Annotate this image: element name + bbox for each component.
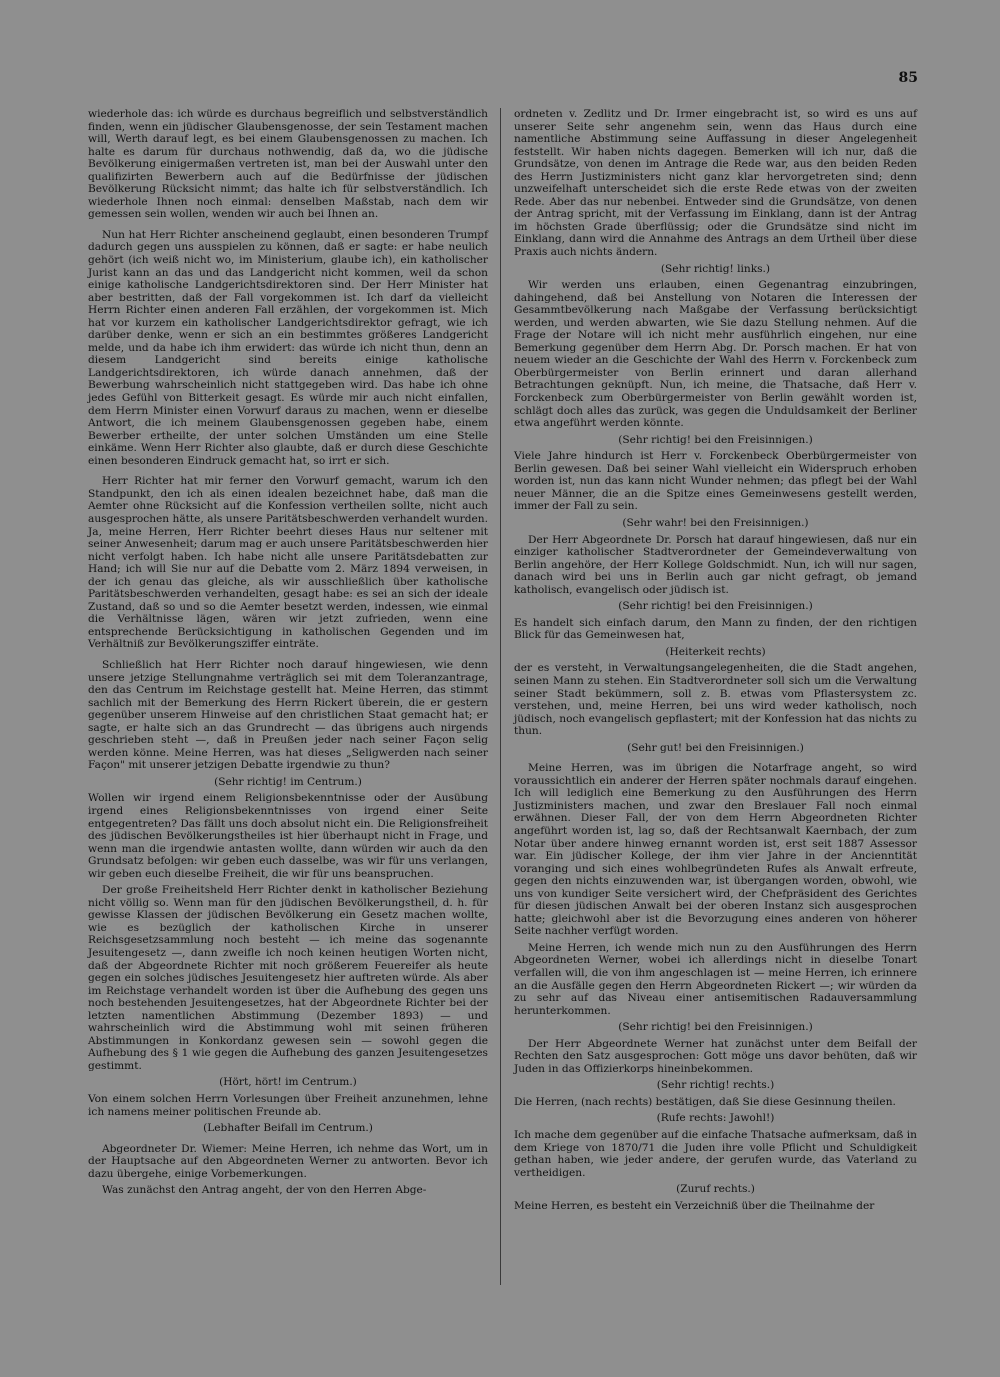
right-interjection: (Zuruf rechts.) — [676, 1183, 755, 1196]
left-interjection: (Sehr richtig! im Centrum.) — [214, 775, 362, 788]
right-interjection: (Sehr richtig! links.) — [660, 262, 771, 275]
right-column — [514, 108, 917, 1216]
right-paragraph: Es handelt sich einfach darum, den Mann zu finden, der den richtigen Blick für das Gemeinwesen hat, — [514, 616, 917, 642]
right-interjection: (Sehr richtig! bei den Freisinnigen.) — [618, 600, 813, 613]
right-paragraph: Ich mache dem gegenüber auf die einfache Thatsache aufmerksam, daß in dem Kriege von 1870/71 die Juden ihre volle Pflicht und Schuldigkeit gethan haben, wie jeder andere, der gerufen wurde, das Vaterland zu vertheidigen. — [514, 1129, 917, 1179]
right-interjection: (Rufe rechts: Jawohl!) — [656, 1112, 775, 1125]
left-paragraph: Abgeordneter Dr. Wiemer: Meine Herren, ich nehme das Wort, um in der Hauptsache auf den Abgeordneten Werner zu antworten. Bevor ich dazu übergehe, einige Vorbemerkungen. — [88, 1142, 488, 1180]
right-interjection: (Sehr richtig! bei den Freisinnigen.) — [618, 1021, 813, 1034]
right-interjection: (Heiterkeit rechts) — [665, 645, 766, 658]
left-paragraph: Der große Freiheitsheld Herr Richter denkt in katholischer Beziehung nicht völlig so. Wenn man für den jüdischen Bevölkerungstheil, d. h. für gewisse Klassen der jüdischen Bevölkerung ein Gesetz machen wollte, wie es bezüglich der katholischen Kirche in unserer Reichsgesetzsammlung noch besteht — ich meine das sogenannte Jesuitengesetz —, dann zweifle ich noch keinen heutigen Worten nicht, daß der Abgeordnete Richter mit noch größerem Feuereifer als heute gegen ein solches jüdisches Jesuitengesetz hier auftreten würde. Als aber im Reichstage verhandelt worden ist über die Aufhebung des gegen uns noch bestehenden Jesuitengesetzes, hat der Abgeordnete Richter bei der letzten namentlichen Abstimmung (Dezember 1893) — und wahrscheinlich wird die Abstimmung wohl mit seinen früheren Abstimmungen in Konkordanz gewesen sein — sowohl gegen die Aufhebung des § 1 wie gegen die Aufhebung des ganzen Jesuitengesetzes gestimmt. — [88, 884, 488, 1072]
right-paragraph: Viele Jahre hindurch ist Herr v. Forckenbeck Oberbürgermeister von Berlin gewesen. Daß bei seiner Wahl vielleicht ein Widerspruch erhoben worden ist, nun das kann nicht Wunder nehmen; das pflegt bei der Wahl neuer Männer, die an die Spitze eines Gemeinwesens gestellt werden, immer der Fall zu sein. — [514, 450, 917, 513]
right-interjection: (Sehr gut! bei den Freisinnigen.) — [627, 741, 804, 754]
left-paragraph: Was zunächst den Antrag angeht, der von den Herren Abge- — [102, 1184, 427, 1197]
left-paragraph: wiederhole das: ich würde es durchaus begreiflich und selbstverständlich finden, wenn ein jüdischer Glaubensgenosse, der sein Testament machen will, Werth darauf legt, es bei einem Glaubensgenossen zu machen. Ich halte es darum für durchaus nothwendig, daß da, wo die jüdische Bevölkerung einigermaßen vertreten ist, man bei der Auswahl unter den qualifizirten Bewerbern auch auf die Bedürfnisse der jüdischen Bevölkerung Rücksicht nimmt; das halte ich für selbstverständlich. Ich wiederhole Ihnen noch einmal: denselben Maßstab, nach dem wir gemessen sein wollen, wenden wir auch bei Ihnen an. — [88, 108, 488, 221]
left-paragraph: Von einem solchen Herrn Vorlesungen über Freiheit anzunehmen, lehne ich namens meiner politischen Freunde ab. — [88, 1093, 488, 1118]
right-interjection: (Sehr richtig! bei den Freisinnigen.) — [618, 433, 813, 446]
left-paragraph: Schließlich hat Herr Richter noch darauf hingewiesen, wie denn unsere jetzige Stellungnahme verträglich sei mit dem Toleranzantrage, den das Centrum im Reichstage gestellt hat. Meine Herren, das stimmt sachlich mit der Bemerkung des Herrn Rickert überein, die er gestern gegenüber unserem Hinweise auf den christlichen Staat gemacht hat; er sagte, er halte sich an das Grundrecht — das übrigens auch nirgends geschrieben steht —, daß in Preußen jeder nach seiner Façon selig werden könne. Meine Herren, was hat dieses „Seligwerden nach seiner Façon" mit unserer jetzigen Debatte irgendwie zu thun? — [88, 658, 488, 772]
left-paragraph: Herr Richter hat mir ferner den Vorwurf gemacht, warum ich den Standpunkt, den ich als einen idealen bezeichnet habe, daß man die Aemter ohne Rücksicht auf die Konfession vertheilen sollte, nicht auch ausgesprochen hätte, als unsere Paritätsbeschwerden verhandelt wurden. Ja, meine Herren, Herr Richter beehrt dieses Haus nur seltener mit seiner Anwesenheit; darum mag er auch unsere Paritätsbeschwerden hier nicht verfolgt haben. Ich habe nicht alle unsere Paritätsdebatten zur Hand; ich will Sie nur auf die Debatte vom 2. März 1894 verweisen, in der ich genau das gleiche, als wir ausschließlich über katholische Paritätsbeschwerden verhandelten, gesagt habe: es sei an sich der ideale Zustand, daß so und so die Aemter besetzt werden, indessen, wie einmal die Verhältnisse lägen, wären wir jetzt zufrieden, wenn eine entsprechende Berücksichtigung in katholischen Gegenden und im Verhältniß zur Bevölkerungsziffer einträte. — [88, 475, 488, 651]
left-paragraph: Nun hat Herr Richter anscheinend geglaubt, einen besonderen Trumpf dadurch gegen uns ausspielen zu können, daß er sagte: er habe neulich gehört (ich weiß nicht wo, im Ministerium, glaube ich), ein katholischer Jurist kann an das und das Landgericht nicht kommen, weil da schon einige katholische Landgerichtsdirektoren sind. Der Herr Minister hat aber bestritten, daß der Fall vorgekommen ist. Ich darf da vielleicht Herrn Richter einen anderen Fall erzählen, der vorgekommen ist. Mich hat vor kurzem ein katholischer Landgerichtsdirektor gefragt, wie ich darüber denke, wenn er sich an ein bestimmtes größeres Landgericht melde, und da habe ich ihm erwidert: das würde ich nicht thun, denn an diesem Landgericht sind bereits einige katholische Landgerichtsdirektoren, ich würde danach annehmen, daß der Bewerbung wahrscheinlich nicht stattgegeben wird. Das habe ich ohne jedes Gefühl von Bitterkeit gesagt. Es würde mir auch nicht einfallen, dem Herrn Minister einen Vorwurf daraus zu machen, wenn er dieselbe Antwort, die ich meinem Glaubensgenossen gegeben habe, einem Bewerber ertheilte, der unter solchen Umständen um eine Stelle einkäme. Wenn Herr Richter also glaubte, daß er durch diese Geschichte einen besonderen Eindruck gemacht hat, so irrt er sich. — [88, 228, 488, 467]
page-number: 85 — [898, 70, 918, 86]
right-interjection: (Sehr wahr! bei den Freisinnigen.) — [622, 516, 809, 529]
right-paragraph: Die Herren, (nach rechts) bestätigen, daß Sie diese Gesinnung theilen. — [514, 1095, 896, 1108]
right-paragraph: ordneten v. Zedlitz und Dr. Irmer eingebracht ist, so wird es uns auf unserer Seite sehr angenehm sein, wenn das Haus durch eine namentliche Abstimmung seine Auffassung in dieser Angelegenheit feststellt. Wir haben nichts dagegen. Bemerken will ich nur, daß die Grundsätze, von denen im Antrage die Rede war, aus den beiden Reden des Herrn Justizministers nicht ganz klar hervorgetreten sind; denn unzweifelhaft unterscheidet sich die erste Rede etwas von der zweiten Rede. Aber das nur nebenbei. Entweder sind die Grundsätze, von denen der Antrag spricht, mit der Verfassung im Einklang, dann ist der Antrag im höchsten Grade überflüssig; oder die Grundsätze sind nicht im Einklang, dann wird die Annahme des Antrags an dem Urtheil über diese Praxis auch nichts ändern. — [514, 108, 917, 259]
left-column — [88, 108, 488, 1201]
right-paragraph: Der Herr Abgeordnete Werner hat zunächst unter dem Beifall der Rechten den Satz ausgesprochen: Gott möge uns davor behüten, daß wir Juden in das Offizierkorps hineinbekommen. — [514, 1037, 917, 1075]
left-interjection: (Hört, hört! im Centrum.) — [219, 1076, 357, 1089]
right-paragraph: der es versteht, in Verwaltungsangelegenheiten, die die Stadt angehen, seinen Mann zu stehen. Ein Stadtverordneter soll sich um die Verwaltung seiner Stadt bekümmern, soll z. B. etwas vom Pflastersystem zc. verstehen, und, meine Herren, bei uns wird weder katholisch, noch jüdisch, noch evangelisch gepflastert; mit der Konfession hat das nichts zu thun. — [514, 662, 917, 738]
left-paragraph: Wollen wir irgend einem Religionsbekenntnisse oder der Ausübung irgend eines Religionsbekenntnisses von irgend einer Seite entgegentreten? Das fällt uns doch absolut nicht ein. Die Religionsfreiheit des jüdischen Bevölkerungstheiles ist hier überhaupt nicht in Frage, und wenn man die irgendwie antasten wollte, dann würden wir auch da den Grundsatz befolgen: wir geben euch dasselbe, was wir für uns verlangen, wir geben euch dieselbe Freiheit, die wir für uns beanspruchen. — [88, 792, 488, 880]
right-paragraph: Meine Herren, was im übrigen die Notarfrage angeht, so wird voraussichtlich ein anderer der Herren später nochmals darauf eingehen. Ich will lediglich eine Bemerkung zu den Ausführungen des Herrn Justizministers machen, und zwar den Breslauer Fall noch einmal erwähnen. Dieser Fall, der von dem Herrn Abgeordneten Richter angeführt worden ist, lag so, daß der Rechtsanwalt Kaernbach, der zum Notar über andere hinweg ernannt worden ist, erst seit 1887 Assessor war. Ein jüdischer Kollege, der ihm vier Jahre in der Ancienntität voranging und sich eines wohlbegründeten Rufes als Anwalt erfreute, gegen den nichts einzuwenden war, ist übergangen worden, obwohl, wie uns von kundiger Seite versichert wird, der Chefpräsident des Gerichtes für diesen jüdischen Anwalt bei der oberen Instanz sich ausgesprochen hatte; gleichwohl aber ist die Bevorzugung eines anderen von höherer Seite nachher verfügt worden. — [514, 762, 917, 938]
right-paragraph: Der Herr Abgeordnete Dr. Porsch hat darauf hingewiesen, daß nur ein einziger katholischer Stadtverordneter der Gemeindeverwaltung von Berlin angehöre, der Herr Kollege Goldschmidt. Nun, ich will nur sagen, danach wird bei uns in Berlin auch gar nicht gefragt, ob jemand katholisch, evangelisch oder jüdisch ist. — [514, 533, 917, 596]
column-divider — [500, 108, 501, 1285]
right-interjection: (Sehr richtig! rechts.) — [656, 1079, 775, 1092]
right-paragraph: Meine Herren, es besteht ein Verzeichniß über die Theilnahme der — [514, 1199, 875, 1212]
right-paragraph: Meine Herren, ich wende mich nun zu den Ausführungen des Herrn Abgeordneten Werner, wobei ich allerdings nicht in dieselbe Tonart verfallen will, die von ihm angeschlagen ist — meine Herren, ich erinnere an die Ausfälle gegen den Herrn Abgeordneten Rickert —; wir würden da zu sehr auf das Niveau einer antisemitischen Radauversammlung herunterkommen. — [514, 941, 917, 1017]
left-interjection: (Lebhafter Beifall im Centrum.) — [203, 1122, 373, 1135]
right-paragraph: Wir werden uns erlauben, einen Gegenantrag einzubringen, dahingehend, daß bei Anstellung von Notaren die Interessen der Gesammtbevölkerung nach Maßgabe der Verfassung berücksichtigt werden, und werden abwarten, wie Sie dazu Stellung nehmen. Auf die Frage der Notare will ich nicht mehr ausführlich eingehen, nur eine Bemerkung gegenüber dem Herrn Abg. Dr. Porsch machen. Er hat von neuem wieder an die Geschichte der Wahl des Herrn v. Forckenbeck zum Oberbürgermeister von Berlin erinnert und daran allerhand Betrachtungen geknüpft. Nun, ich meine, die Thatsache, daß Herr v. Forckenbeck zum Oberbürgermeister von Berlin gewählt worden ist, schlägt doch alles das zurück, was gegen die Unduldsamkeit der Berliner etwa angeführt werden könnte. — [514, 279, 917, 430]
